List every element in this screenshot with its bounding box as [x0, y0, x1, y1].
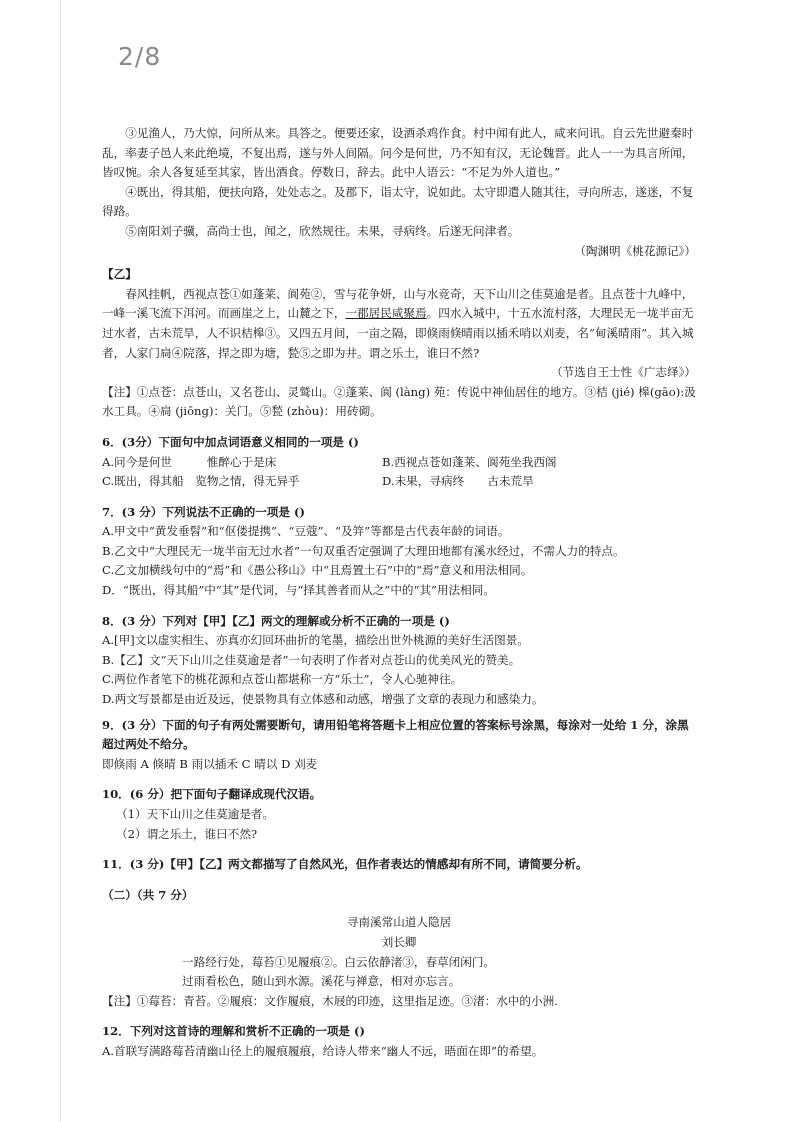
q6-stem: 6．(3分）下面句中加点词语意义相同的一项是 () [102, 434, 359, 449]
q6-option-c: C.既出，得其船 览物之情，得无异乎 [102, 474, 300, 489]
q8-option-d: D.两文写景都是由近及远，使景物具有立体感和动感，增强了文章的表现力和感染力。 [102, 692, 544, 707]
yi-underlined-sentence: 一郡居民咸聚焉 [345, 306, 427, 321]
q6-option-b: B.西视点苍如蓬莱、阆苑坐我西阁 [382, 454, 557, 469]
jia-paragraph-5: ⑤南阳刘子骥，高尚士也，闻之，欣然规往。未果，寻病终。后遂无问津者。 [125, 223, 520, 238]
q7-stem: 7．(3 分）下列说法不正确的一项是 () [102, 504, 305, 519]
yi-note: 【注】①点苍：点苍山，又名苍山、灵鹫山。②蓬莱、阆 (làng) 苑：传说中神仙居住的地方。③桔 (jié) 槔(gāo):汲水工具。④扃 (jiōng)：关门。⑤甃 (zhòu)：用砖砌。 [102, 384, 696, 419]
exam-page [102, 124, 696, 1062]
jia-paragraph-3: ③见渔人，乃大惊，问所从来。具答之。便要还家，设酒杀鸡作食。村中闻有此人，咸来问讯。自云先世避秦时乱，率妻子邑人来此绝境，不复出焉，遂与外人间隔。问今是何世，乃不知有汉，无论魏晋。此人一一为具言所闻，皆叹惋。余人各复延至其家，皆出酒食。停数日，辞去。此中人语云：“不足为外人道也。” [102, 126, 694, 180]
q6-options-row1 [102, 453, 696, 473]
q8-option-c: C.两位作者笔下的桃花源和点苍山都堪称一方“乐土”，令人心驰神往。 [102, 672, 463, 687]
q10-stem: 10．(6 分）把下面句子翻译成现代汉语。 [102, 787, 322, 802]
q6-options-row2 [102, 472, 696, 492]
yi-label: 【乙】 [102, 267, 137, 282]
q11-stem: 11．(3 分)【甲】【乙】两文都描写了自然风光，但作者表达的情感却有所不同，请简要分析。 [102, 857, 588, 872]
q9-stem: 9．(3 分）下面的句子有两处需要断句，请用铅笔将答题卡上相应位置的答案标号涂黑，每涂对一处给 1 分，涂黑超过两处不给分。 [102, 717, 689, 752]
yi-paragraph [102, 285, 696, 363]
poem-title: 寻南溪常山道人隐居 [346, 915, 452, 930]
page-number: 2/8 [118, 42, 162, 71]
q12-stem: 12．下列对这首诗的理解和赏析不正确的一项是 () [102, 1024, 366, 1039]
poem-line-1: 一路经行处，莓苔①见履痕②。白云依静渚③，春草闭闲门。 [182, 954, 496, 969]
part2-heading: （二）（共 7 分） [102, 887, 194, 902]
q6-option-d: D.未果，寻病终 古未荒旱 [382, 474, 534, 489]
q12-option-a: A.首联写满路莓苔清幽山径上的履痕履痕，给诗人带来“幽人不远，晤面在即”的希望。 [102, 1043, 544, 1058]
q6-option-a: A.问今是何世 惟醉心于是床 [102, 454, 277, 469]
yi-source: （节选自王士性《广志绎》） [551, 365, 696, 380]
poem-line-2: 过雨看松色，随山到水源。溪花与禅意，相对亦忘言。 [182, 974, 461, 989]
q8-stem: 8．(3 分）下列对【甲】【乙】两文的理解或分析不正确的一项是 () [102, 613, 450, 628]
yi-text-b: 。四水入城中，十五水流村落，大理民无一垅半亩无过水者，古未荒旱，人不识桔槔③。又四五月间，一亩之隔，即倏雨倏晴雨以插禾哨以刈麦，名“甸溪晴雨”。其入城者，人家门扃④院落，捍之即为塘，甃⑤之即为井。谓之乐土，谁曰不然? [102, 306, 694, 360]
poem-note: 【注】①莓苔：青苔。②履痕：文作履痕，木屐的印迹，这里指足迹。③渚：水中的小洲. [102, 993, 558, 1008]
q10-sentence-1: （1）天下山川之佳莫逾是者。 [116, 807, 275, 821]
q8-option-a: A.[甲]文以虚实相生、亦真亦幻回环曲折的笔墨，描绘出世外桃源的美好生活图景。 [102, 633, 529, 648]
yi-text-a: 春风挂帆，西视点苍①如蓬莱、阆苑②，雪与花争妍，山与水竞奇，天下山川之佳莫逾是者。且点苍十九峰中，一峰一溪飞流下洱河。而画崖之上，山麓之下， [102, 286, 694, 321]
q10-sentence-2: （2）谓之乐土，谁曰不然? [116, 826, 258, 841]
poem-author: 刘长卿 [381, 934, 417, 949]
q7-option-d: D．“既出，得其船”中“其”是代词，与“择其善者而从之”中的“其”用法相同。 [102, 583, 495, 598]
jia-source: （陶渊明《桃花源记》） [574, 243, 696, 258]
jia-paragraph-4: ④既出，得其船，便扶向路，处处志之。及郡下，诣太守，说如此。太守即遣人随其往，寻向所志，遂迷，不复得路。 [102, 184, 694, 219]
q7-option-c: C.乙文加横线句中的“焉”和《愚公移山》中“且焉置土石”中的“焉”意义和用法相同。 [102, 563, 533, 578]
page-edge-line [60, 0, 61, 1122]
q7-option-b: B.乙文中“大理民无一垅半亩无过水者”一句双重否定强调了大理田地都有溪水经过，不需人力的特点。 [102, 543, 625, 558]
q9-sentence: 即倏雨 A 倏晴 B 雨以插禾 C 晴以 D 刈麦 [102, 756, 318, 771]
q7-option-a: A.甲文中“黄发垂髫”和“伛偻提携”、“豆蔻”、“及笄”等都是古代表年龄的词语。 [102, 524, 510, 539]
q8-option-b: B.【乙】文“天下山川之佳莫逾是者”一句表明了作者对点苍山的优美风光的赞美。 [102, 652, 521, 667]
